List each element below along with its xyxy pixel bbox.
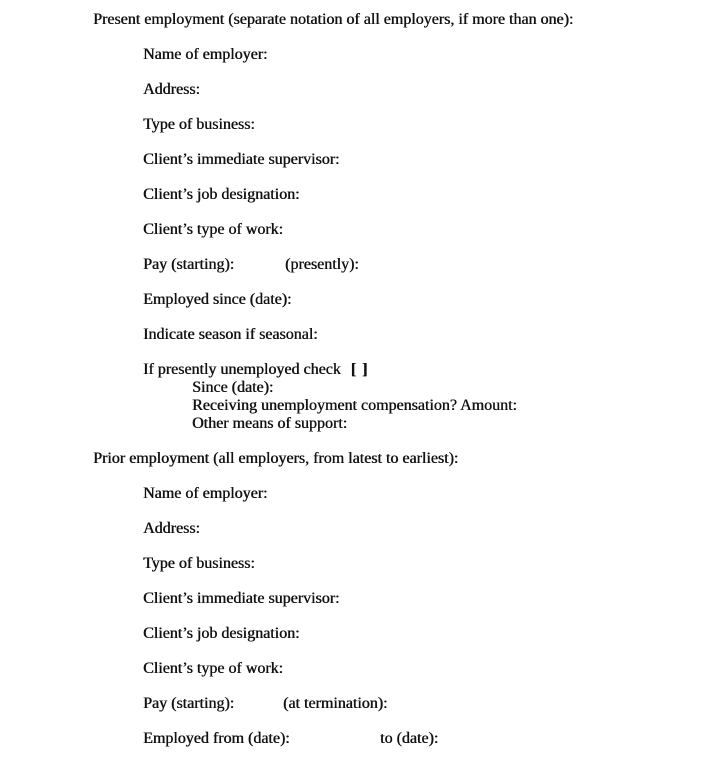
field-prior-pay [0, 695, 702, 713]
field-present-immediate-supervisor: Client’s immediate supervisor: [143, 151, 340, 168]
field-present-pay [0, 256, 702, 274]
section-heading-present-employment: Present employment (separate notation of all employers, if more than one): [93, 11, 574, 28]
field-present-type-of-business: Type of business: [143, 116, 255, 133]
field-presently-unemployed [0, 361, 702, 379]
field-present-job-designation: Client’s job designation: [143, 186, 300, 203]
section-heading-prior-employment: Prior employment (all employers, from latest to earliest): [93, 450, 459, 467]
field-present-pay-starting-label: Pay (starting): [143, 256, 235, 273]
subfield-unemployment-compensation-amount: Receiving unemployment compensation? Amount: [192, 397, 517, 414]
field-prior-job-designation: Client’s job designation: [143, 625, 300, 642]
subfield-unemployed-since-date: Since (date): [192, 379, 274, 396]
field-prior-name-of-employer: Name of employer: [143, 485, 268, 502]
field-present-type-of-work: Client’s type of work: [143, 221, 283, 238]
field-prior-type-of-work: Client’s type of work: [143, 660, 283, 677]
field-present-employed-since: Employed since (date): [143, 291, 292, 308]
field-present-address: Address: [143, 81, 200, 98]
unemployed-checkbox[interactable]: [ ] [350, 361, 369, 378]
field-prior-employed-to-label: to (date): [380, 730, 439, 747]
field-prior-type-of-business: Type of business: [143, 555, 255, 572]
field-prior-pay-at-termination-label: (at termination): [283, 695, 388, 712]
field-prior-employed-dates [0, 730, 702, 748]
field-presently-unemployed-label: If presently unemployed check [143, 361, 341, 378]
field-prior-employed-from-label: Employed from (date): [143, 730, 290, 747]
field-present-name-of-employer: Name of employer: [143, 46, 268, 63]
subfield-other-means-of-support: Other means of support: [192, 415, 348, 432]
field-prior-pay-starting-label: Pay (starting): [143, 695, 235, 712]
field-prior-address: Address: [143, 520, 200, 537]
field-prior-immediate-supervisor: Client’s immediate supervisor: [143, 590, 340, 607]
field-present-pay-presently-label: (presently): [285, 256, 359, 273]
field-present-indicate-season: Indicate season if seasonal: [143, 326, 318, 343]
